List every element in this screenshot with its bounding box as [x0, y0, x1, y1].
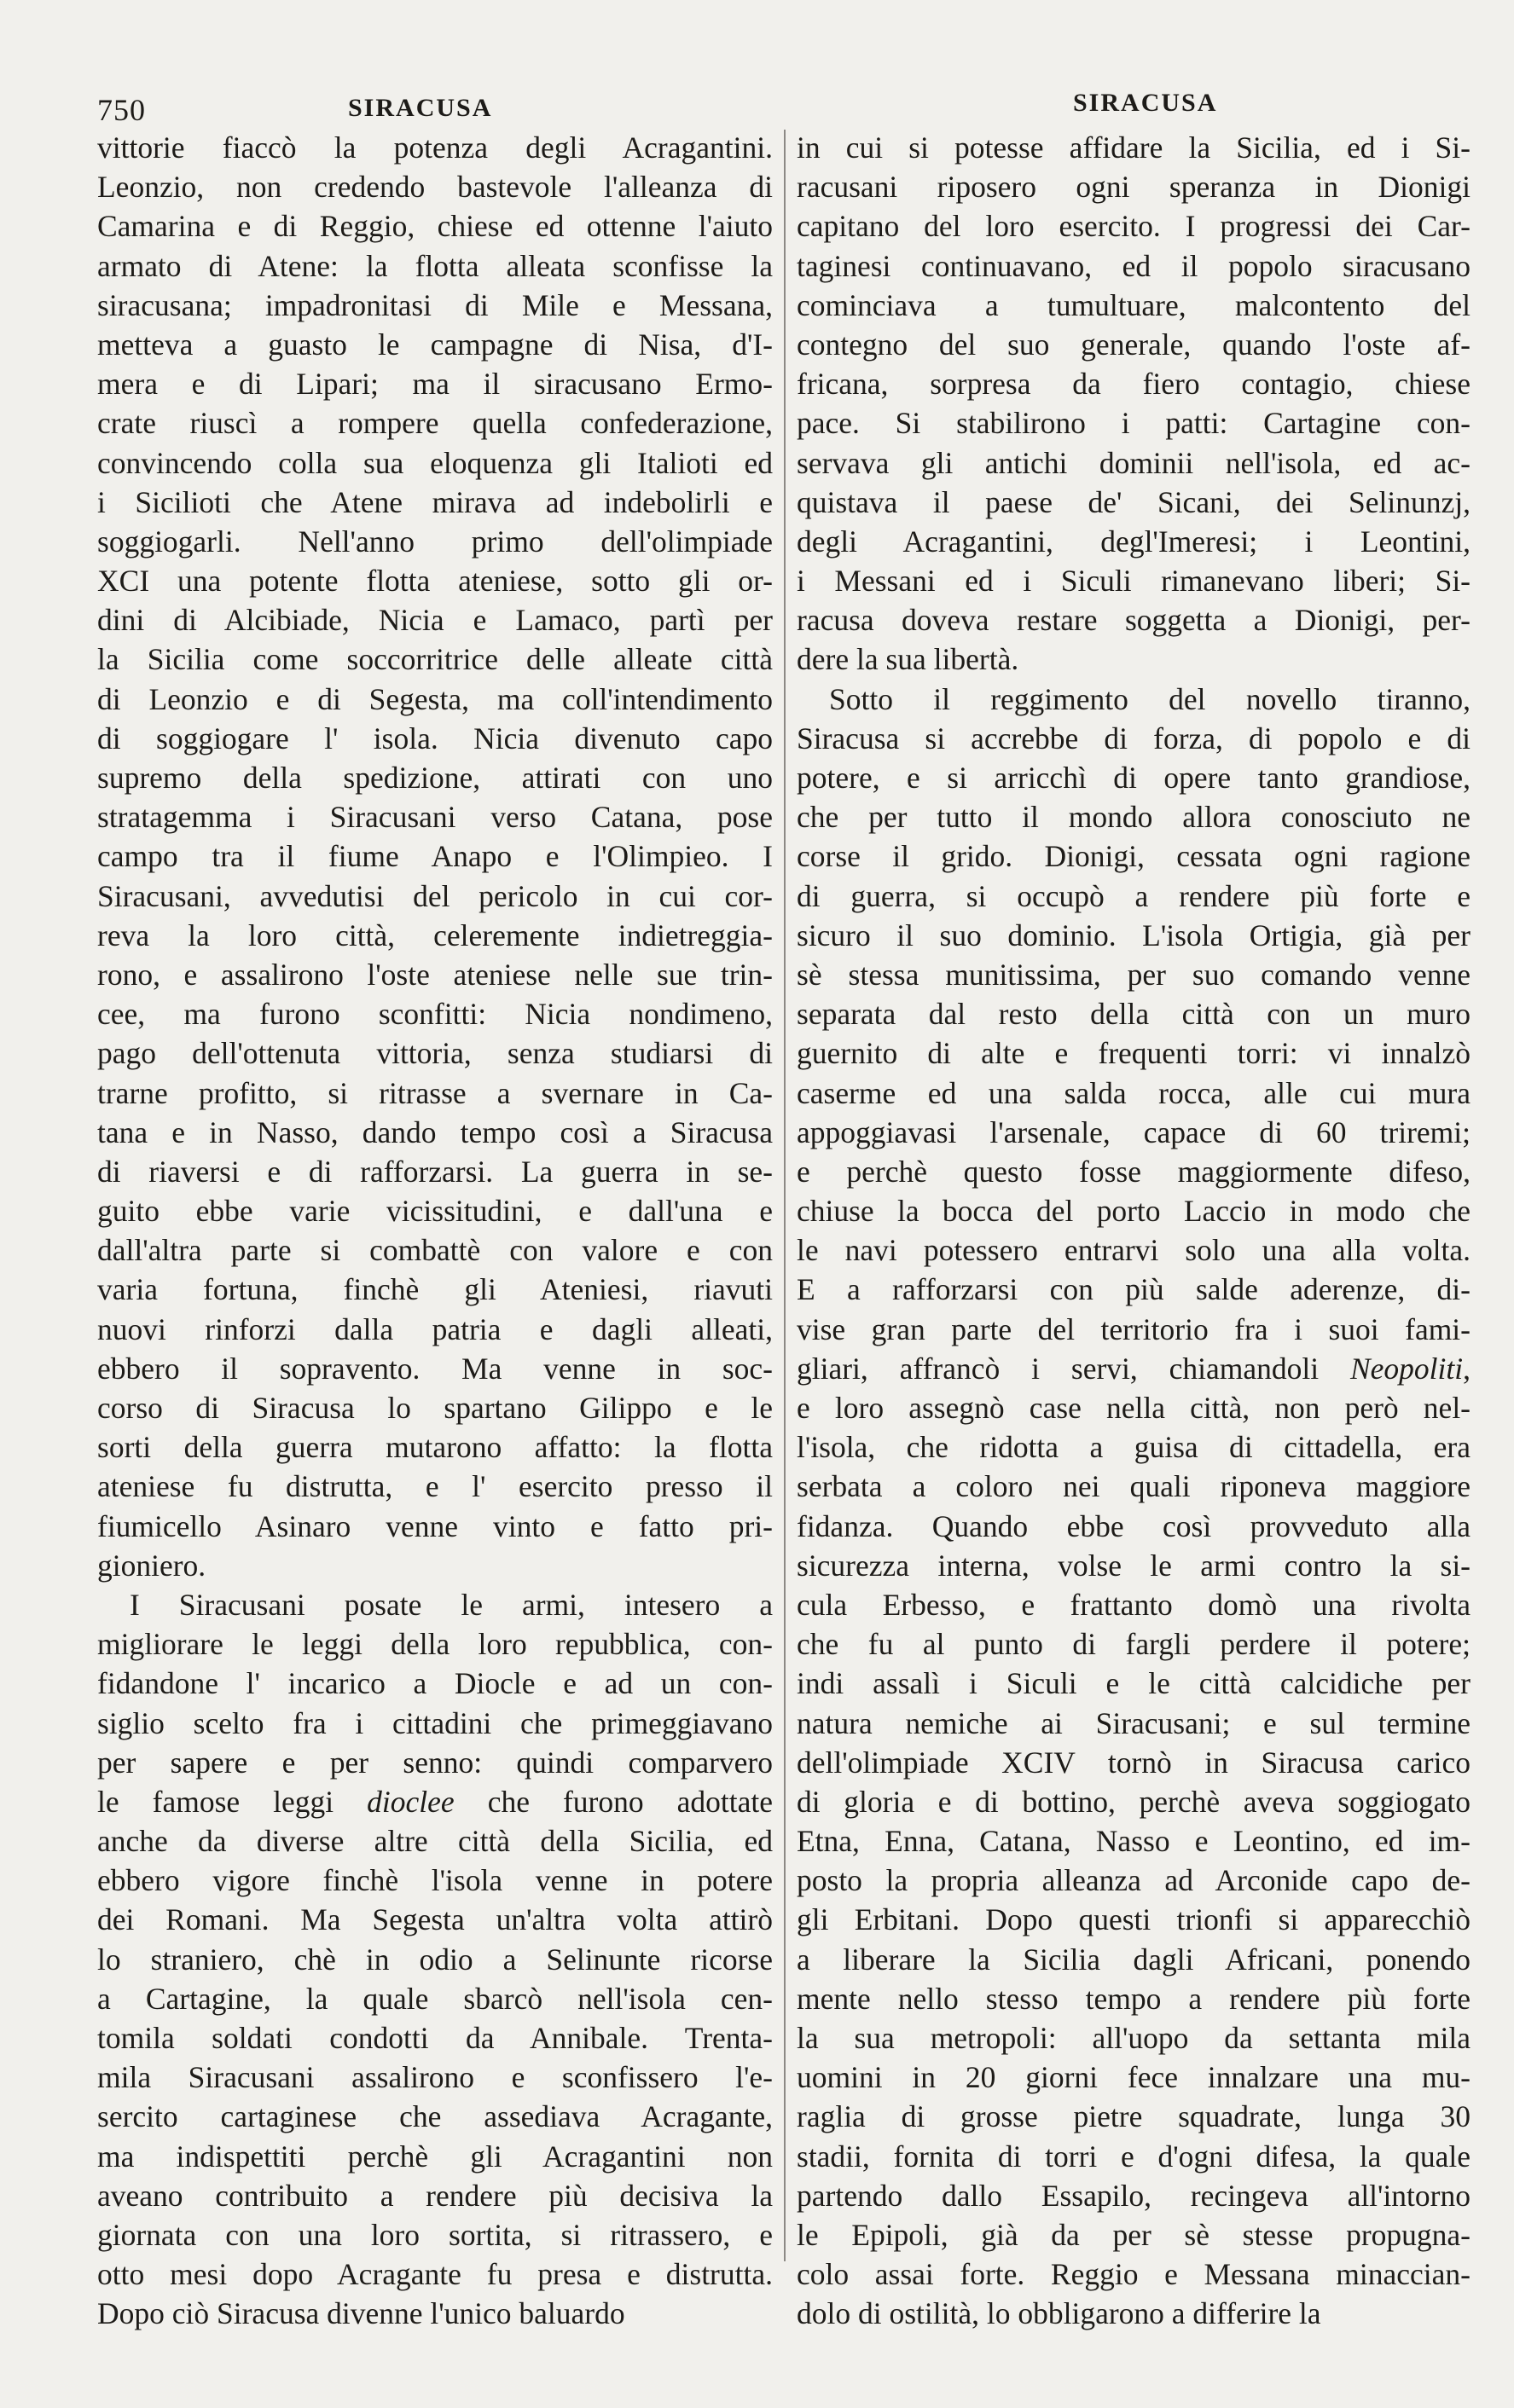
- text-line: in cui si potesse affidare la Sicilia, ed i Si-: [797, 130, 1470, 165]
- text-line: lo straniero, chè in odio a Selinunte ricorse: [97, 1942, 773, 1977]
- page-number: 750: [97, 93, 146, 127]
- text-line: cee, ma furono sconfitti: Nicia nondimeno,: [97, 997, 773, 1032]
- text-line: gliari, affrancò i servi, chiamandoli Neopoliti,: [797, 1351, 1470, 1386]
- text-line: corso di Siracusa lo spartano Gilippo e le: [97, 1391, 773, 1425]
- text-line: di Leonzio e di Segesta, ma coll'intendimento: [97, 681, 773, 716]
- text-line: sorti della guerra mutarono affatto: la flotta: [97, 1430, 773, 1465]
- text-line: le famose leggi dioclee che furono adottate: [97, 1784, 773, 1819]
- text-line: E a rafforzarsi con più salde aderenze, di-: [797, 1272, 1470, 1307]
- text-line: racusa doveva restare soggetta a Dionigi, per-: [797, 603, 1470, 638]
- text-line: guito ebbe varie vicissitudini, e dall'una e: [97, 1194, 773, 1229]
- text-line: ebbero il sopravento. Ma venne in soc-: [97, 1351, 773, 1386]
- text-line: rono, e assalirono l'oste ateniese nelle sue trin-: [97, 957, 773, 992]
- text-line: per sapere e per senno: quindi comparvero: [97, 1745, 773, 1780]
- text-line: mera e di Lipari; ma il siracusano Ermo-: [97, 367, 773, 402]
- text-line: aveano contribuito a rendere più decisiva la: [97, 2178, 773, 2213]
- text-line: quistava il paese de' Sicani, dei Selinunzj,: [797, 484, 1470, 519]
- text-line: e perchè questo fosse maggiormente difeso,: [797, 1154, 1470, 1189]
- text-line: ateniese fu distrutta, e l' esercito presso il: [97, 1469, 773, 1504]
- text-line: di guerra, si occupò a rendere più forte e: [797, 878, 1470, 913]
- text-line: uomini in 20 giorni fece innalzare una mu-: [797, 2060, 1470, 2095]
- text-line: guernito di alte e frequenti torri: vi innalzò: [797, 1036, 1470, 1071]
- italic-term: Neopoliti: [1349, 1351, 1464, 1386]
- text-line: di riaversi e di rafforzarsi. La guerra in se-: [97, 1154, 773, 1189]
- text-line: la Sicilia come soccorritrice delle alleate città: [97, 642, 773, 677]
- text-line: reva la loro città, celeremente indietreggia-: [97, 917, 773, 952]
- text-line: fiumicello Asinaro venne vinto e fatto pri-: [97, 1508, 773, 1543]
- text-line: sè stessa munitissima, per suo comando venne: [797, 957, 1470, 992]
- text-line: serbata a coloro nei quali riponeva maggiore: [797, 1469, 1470, 1504]
- text-line: contegno del suo generale, quando l'oste af-: [797, 327, 1470, 362]
- text-line: pago dell'ottenuta vittoria, senza studiarsi di: [97, 1036, 773, 1071]
- text-line: l'isola, che ridotta a guisa di cittadella, era: [797, 1430, 1470, 1465]
- text-line: separata dal resto della città con un muro: [797, 997, 1470, 1032]
- text-line: dei Romani. Ma Segesta un'altra volta attirò: [97, 1902, 773, 1937]
- text-line: che per tutto il mondo allora conosciuto ne: [797, 800, 1470, 835]
- text-line: degli Acragantini, degl'Imeresi; i Leontini,: [797, 524, 1470, 559]
- text-line: siglio scelto fra i cittadini che primeggiavano: [97, 1705, 773, 1740]
- text-line: dere la sua libertà.: [797, 642, 1019, 677]
- text-line: giornata con una loro sortita, si ritrassero, e: [97, 2217, 773, 2252]
- text-line: Leonzio, non credendo bastevole l'alleanza di: [97, 170, 773, 205]
- text-line: Etna, Enna, Catana, Nasso e Leontino, ed im-: [797, 1824, 1470, 1859]
- text-line: le Epipoli, già da per sè stesse propugna-: [797, 2217, 1470, 2252]
- text-line: ebbero vigore finchè l'isola venne in potere: [97, 1863, 773, 1898]
- running-head-right: SIRACUSA: [1073, 89, 1218, 117]
- text-line: racusani riposero ogni speranza in Dionigi: [797, 170, 1470, 205]
- text-line: crate riuscì a rompere quella confederazione,: [97, 406, 773, 441]
- column-divider: [784, 130, 786, 2261]
- text-line: dolo di ostilità, lo obbligarono a differire la: [797, 2296, 1321, 2331]
- text-line: ma indispettiti perchè gli Acragantini non: [97, 2139, 773, 2174]
- text-line: raglia di grosse pietre squadrate, lunga 30: [797, 2099, 1470, 2134]
- text-line: dini di Alcibiade, Nicia e Lamaco, partì per: [97, 603, 773, 638]
- text-line: a liberare la Sicilia dagli Africani, ponendo: [797, 1942, 1470, 1977]
- text-line: XCI una potente flotta ateniese, sotto gli or-: [97, 564, 773, 599]
- text-line: siracusana; impadronitasi di Mile e Messana,: [97, 287, 773, 322]
- text-line: appoggiavasi l'arsenale, capace di 60 triremi;: [797, 1114, 1470, 1149]
- text-line: Dopo ciò Siracusa divenne l'unico baluardo: [97, 2296, 625, 2331]
- text-line: potere, e si arricchì di opere tanto grandiose,: [797, 761, 1470, 795]
- text-line: pace. Si stabilirono i patti: Cartagine con-: [797, 406, 1470, 441]
- text-line: posto la propria alleanza ad Arconide capo de-: [797, 1863, 1470, 1898]
- text-line: fidandone l' incarico a Diocle e ad un con-: [97, 1666, 773, 1701]
- text-line: gli Erbitani. Dopo questi trionfi si apparecchiò: [797, 1902, 1470, 1937]
- text-line: dell'olimpiade XCIV tornò in Siracusa carico: [797, 1745, 1470, 1780]
- text-line: stadii, fornita di torri e d'ogni difesa, la quale: [797, 2139, 1470, 2174]
- text-line: che fu al punto di fargli perdere il potere;: [797, 1627, 1470, 1662]
- text-line: i Sicilioti che Atene mirava ad indebolirli e: [97, 484, 773, 519]
- text-line: Siracusa si accrebbe di forza, di popolo e di: [797, 721, 1470, 755]
- text-line: e loro assegnò case nella città, non però nel-: [797, 1391, 1470, 1425]
- text-line: convincendo colla sua eloquenza gli Italioti ed: [97, 445, 773, 480]
- right-text-column: [797, 128, 1470, 2334]
- text-line: Sotto il reggimento del novello tiranno,: [829, 681, 1470, 716]
- text-line: Camarina e di Reggio, chiese ed ottenne l'aiuto: [97, 209, 773, 244]
- text-line: vittorie fiaccò la potenza degli Acragantini.: [97, 130, 773, 165]
- text-line: a Cartagine, la quale sbarcò nell'isola cen-: [97, 1981, 773, 2016]
- text-line: trarne profitto, si ritrasse a svernare in Ca-: [97, 1075, 773, 1110]
- text-line: varia fortuna, finchè gli Ateniesi, riavuti: [97, 1272, 773, 1307]
- text-line: corse il grido. Dionigi, cessata ogni ragione: [797, 839, 1470, 874]
- text-line: le navi potessero entrarvi solo una alla volta.: [797, 1233, 1470, 1268]
- text-line: mente nello stesso tempo a rendere più forte: [797, 1981, 1470, 2016]
- text-line: dall'altra parte si combattè con valore e con: [97, 1233, 773, 1268]
- text-line: indi assalì i Siculi e le città calcidiche per: [797, 1666, 1470, 1701]
- text-line: sicurezza interna, volse le armi contro la si-: [797, 1548, 1470, 1583]
- text-line: taginesi continuavano, ed il popolo siracusano: [797, 248, 1470, 283]
- text-line: i Messani ed i Siculi rimanevano liberi; Si-: [797, 564, 1470, 599]
- text-line: I Siracusani posate le armi, intesero a: [130, 1587, 773, 1622]
- running-head-left: SIRACUSA: [348, 94, 493, 122]
- text-line: colo assai forte. Reggio e Messana minaccian-: [797, 2257, 1470, 2292]
- text-line: partendo dallo Essapilo, recingeva all'intorno: [797, 2178, 1470, 2213]
- text-line: nuovi rinforzi dalla patria e dagli alleati,: [97, 1311, 773, 1346]
- text-line: armato di Atene: la flotta alleata sconfisse la: [97, 248, 773, 283]
- text-line: metteva a guasto le campagne di Nisa, d'I-: [97, 327, 773, 362]
- left-text-column: [97, 128, 773, 2334]
- text-line: anche da diverse altre città della Sicilia, ed: [97, 1824, 773, 1859]
- text-line: otto mesi dopo Acragante fu presa e distrutta.: [97, 2257, 773, 2292]
- text-line: Siracusani, avvedutisi del pericolo in cui cor-: [97, 878, 773, 913]
- text-line: sicuro il suo dominio. L'isola Ortigia, già per: [797, 917, 1470, 952]
- text-line: tana e in Nasso, dando tempo così a Siracusa: [97, 1114, 773, 1149]
- text-line: stratagemma i Siracusani verso Catana, pose: [97, 800, 773, 835]
- text-line: sercito cartaginese che assediava Acragante,: [97, 2099, 773, 2134]
- text-line: cominciava a tumultuare, malcontento del: [797, 287, 1470, 322]
- text-line: caserme ed una salda rocca, alle cui mura: [797, 1075, 1470, 1110]
- text-line: natura nemiche ai Siracusani; e sul termine: [797, 1705, 1470, 1740]
- text-line: servava gli antichi dominii nell'isola, ed ac-: [797, 445, 1470, 480]
- text-line: tomila soldati condotti da Annibale. Trenta-: [97, 2021, 773, 2055]
- text-line: vise gran parte del territorio fra i suoi fami-: [797, 1311, 1470, 1346]
- text-line: capitano del loro esercito. I progressi dei Car-: [797, 209, 1470, 244]
- text-line: gioniero.: [97, 1548, 206, 1583]
- text-line: cula Erbesso, e frattanto domò una rivolta: [797, 1587, 1470, 1622]
- text-line: fidanza. Quando ebbe così provveduto alla: [797, 1508, 1470, 1543]
- text-line: chiuse la bocca del porto Laccio in modo che: [797, 1194, 1470, 1229]
- text-line: di soggiogare l' isola. Nicia divenuto capo: [97, 721, 773, 755]
- text-line: fricana, sorpresa da fiero contagio, chiese: [797, 367, 1470, 402]
- text-line: supremo della spedizione, attirati con uno: [97, 761, 773, 795]
- text-line: mila Siracusani assalirono e sconfissero l'e-: [97, 2060, 773, 2095]
- text-line: la sua metropoli: all'uopo da settanta mila: [797, 2021, 1470, 2055]
- text-line: soggiogarli. Nell'anno primo dell'olimpiade: [97, 524, 773, 559]
- text-line: migliorare le leggi della loro repubblica, con-: [97, 1627, 773, 1662]
- text-line: campo tra il fiume Anapo e l'Olimpieo. I: [97, 839, 773, 874]
- text-line: di gloria e di bottino, perchè aveva soggiogato: [797, 1784, 1470, 1819]
- italic-term: dioclee: [367, 1784, 455, 1819]
